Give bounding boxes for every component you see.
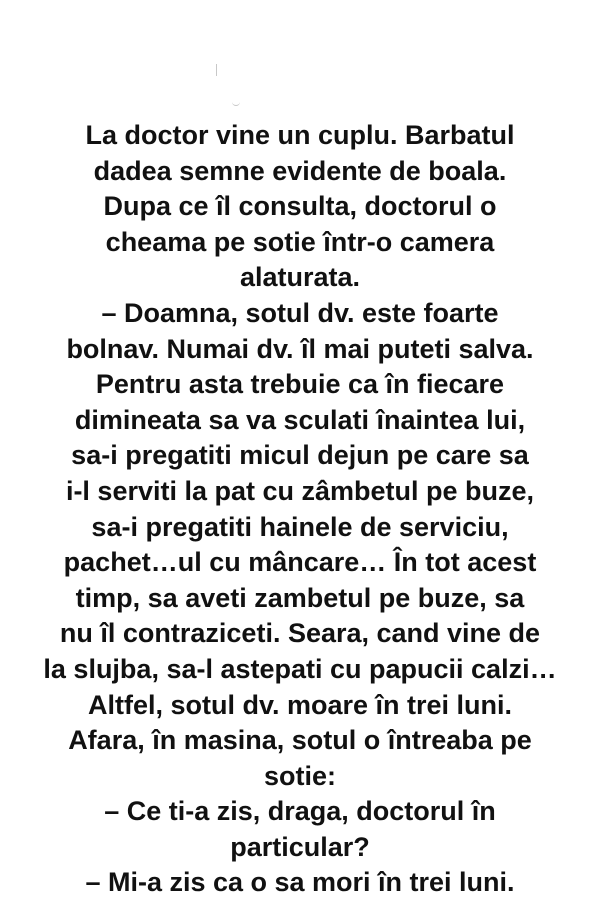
text-line: – Doamna, sotul dv. este foarte (101, 297, 499, 328)
text-line: dimineata sa va sculati înaintea lui, (74, 404, 526, 435)
text-line: sa-i pregatiti hainele de serviciu, (91, 511, 509, 542)
text-line: sotie: (263, 760, 336, 791)
text-line: Altfel, sotul dv. moare în trei luni. (87, 689, 513, 720)
text-line: sa-i pregatiti micul dejun pe care sa (71, 440, 529, 471)
text-line: bolnav. Numai dv. îl mai puteti salva. (66, 333, 534, 364)
joke-text (0, 118, 600, 899)
text-line: timp, sa aveti zambetul pe buze, sa (75, 582, 525, 613)
scan-mark (216, 64, 217, 76)
text-line: pachet…ul cu mâncare… În tot acest (63, 547, 537, 578)
text-line: Afara, în masina, sotul o întreaba pe (68, 725, 532, 756)
text-line: – Ce ti-a zis, draga, doctorul în (104, 796, 496, 827)
text-line: la slujba, sa-l astepati cu papucii calzi… (43, 653, 557, 684)
text-line: nu îl contraziceti. Seara, cand vine de (59, 618, 541, 649)
text-line: cheama pe sotie într-o camera (105, 226, 495, 257)
text-line: Dupa ce îl consulta, doctorul o (103, 191, 497, 222)
text-line: – Mi-a zis ca o sa mori în trei luni. (85, 867, 515, 898)
text-line: dadea semne evidente de boala. (93, 155, 507, 186)
text-line: particular? (230, 831, 370, 862)
text-line: Pentru asta trebuie ca în fiecare (95, 369, 505, 400)
text-line: i-l serviti la pat cu zâmbetul pe buze, (65, 475, 535, 506)
text-line: La doctor vine un cuplu. Barbatul (85, 120, 515, 150)
scan-mark (232, 101, 240, 106)
text-line: alaturata. (239, 262, 361, 293)
